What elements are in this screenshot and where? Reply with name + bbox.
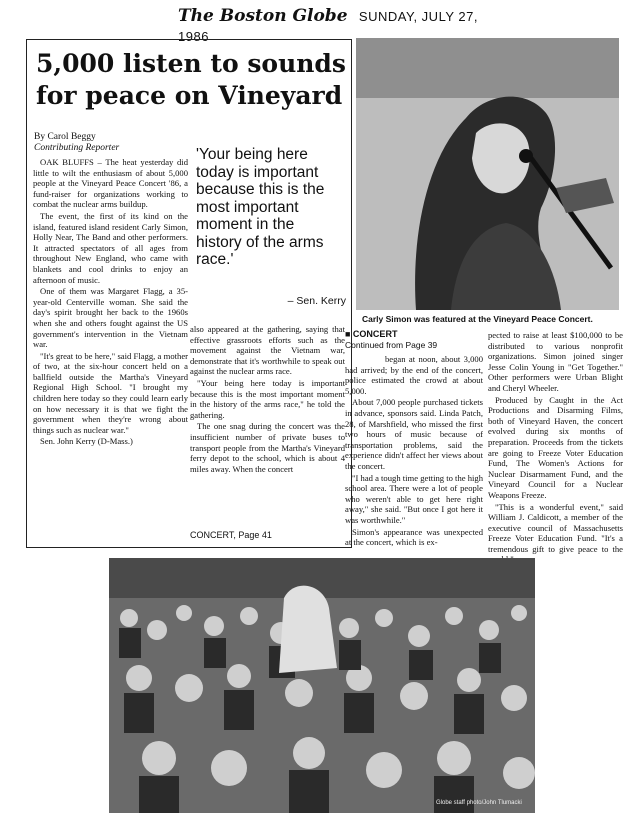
- pull-quote-attribution: – Sen. Kerry: [287, 295, 346, 307]
- newspaper-name: The Boston Globe: [178, 6, 348, 26]
- pull-quote: 'Your being here today is important because this is the most important moment in the history of the arms race.': [196, 146, 325, 268]
- continuation-label: ■ CONCERT: [345, 329, 398, 339]
- photo-caption: Carly Simon was featured at the Vineyard Peace Concert.: [362, 314, 593, 324]
- continuation-column-1: [345, 354, 483, 549]
- article-column-1: [33, 157, 188, 448]
- masthead: [178, 6, 508, 44]
- paragraph: One of them was Margaret Flagg, a 35-year-old Centerville woman. She said the day's spirit brought her back to the 1960s when she and others fought against the US government's intervention in the Vietnam war.: [33, 286, 188, 350]
- paragraph: The event, the first of its kind on the island, featured island resident Carly Simon, Holly Near, The Band and other performers. It attracted spectators of all ages from throughout New England, who came with blankets and cool drinks to enjoy an afternoon of music.: [33, 210, 188, 285]
- paragraph: About 7,000 people purchased tickets in advance, sponsors said. Linda Patch, 28, of Marshfield, who missed the first two hours of music because of transportation problems, said the experience didn't affect her views about the concert.: [345, 397, 483, 471]
- paragraph: began at noon, about 3,000 had arrived; by the end of the concert, police estimated the crowd at about 5,000.: [345, 354, 483, 396]
- continued-from: Continued from Page 39: [345, 340, 438, 350]
- paragraph: "I had a tough time getting to the high school area. There were a lot of people who weren't able to get here right away," she said. "But once I got here it was worthwhile.": [345, 472, 483, 525]
- paragraph: pected to raise at least $100,000 to be distributed to various nonprofit organizations. Simon joined singer Jesse Colin Young in "Get Together." Other performers were Urban Blight and Cheryl Wheeler.: [488, 330, 623, 393]
- issue-date: SUNDAY, JULY 27, 1986: [178, 9, 478, 44]
- byline-author: By Carol Beggy: [34, 132, 96, 142]
- paragraph: "It's great to be here," said Flagg, a mother of two, at the six-hour concert held on a ballfield outside the Martha's Vineyard Regional High School. "I brought my children here today so they could learn early on how necessary it is that we fight the government when they're wrong about things such as nuclear war.": [33, 350, 188, 435]
- byline: [34, 132, 184, 154]
- crowd-photo: [109, 558, 535, 813]
- paragraph: The one snag during the concert was the insufficient number of private buses to transport people from the Martha's Vineyard ferry depot to the school, which is about 4 miles away. When the concert: [190, 421, 345, 474]
- headline: 5,000 listen to sounds for peace on Vineyard: [36, 49, 346, 110]
- paragraph: Simon's appearance was unexpected at the concert, which is ex-: [345, 526, 483, 548]
- paragraph: Sen. John Kerry (D-Mass.): [40, 436, 133, 447]
- article-column-2: [190, 324, 345, 475]
- continuation-column-2: [488, 330, 623, 566]
- jump-line: CONCERT, Page 41: [190, 530, 272, 540]
- singer-photo: [356, 38, 619, 310]
- photo-credit: Globe staff photo/John Tlumacki: [436, 800, 522, 806]
- paragraph: Produced by Caught in the Act Productions and Disarming Films, both of Vineyard Haven, the concert evolved during six months of preparation. Proceeds from the tickets are going to Freeze Voter Education Fund, The Women's Actions for Nuclear Disarmament Fund, and the Vineyard Council for a Nuclear Weapons Freeze.: [488, 394, 623, 500]
- paragraph: "This is a wonderful event," said William J. Caldicott, a member of the executive council of Massachusetts Freeze Voter Education Fund. "It's a tremendous gift to give peace to the: [488, 501, 623, 554]
- byline-role: Contributing Reporter: [34, 143, 120, 153]
- paragraph: also appeared at the gathering, saying that effective grassroots efforts such as the movement against the Vietnam war, demonstrate that it's worthwhile to speak out against the nuclear arms race.: [190, 324, 345, 377]
- paragraph: "Your being here today is important because this is the most important moment in the history of the arms race," he told the gathering.: [190, 377, 345, 420]
- paragraph: OAK BLUFFS – The heat yesterday did little to wilt the enthusiasm of about 5,000 people at the Vineyard Peace Concert '86, a fund-raiser for organizations working to combat the nuclear arms buildup.: [33, 157, 188, 210]
